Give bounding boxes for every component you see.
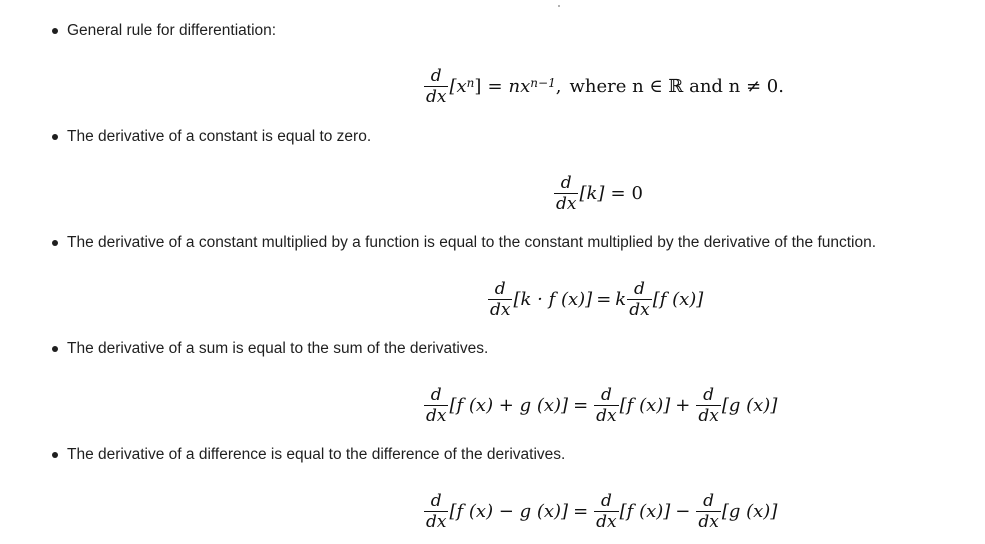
formula-difference-rule: [423, 491, 777, 532]
formula-rhs-second: [g (x)]: [721, 395, 778, 416]
formula-sum-rule: [423, 385, 777, 426]
formula-rhs-exponent: n−1: [530, 75, 556, 90]
formula-lhs-close: ]: [474, 76, 482, 97]
derivative-fraction: $\frac{d}{dx}$: [698, 385, 719, 426]
formula-rhs-first: [f (x)]: [619, 395, 671, 416]
formula-lhs: [x: [449, 76, 467, 97]
bullet-icon: [52, 28, 58, 34]
formula-lhs: [f (x) + g (x)]: [449, 395, 569, 416]
bullet-icon: [52, 346, 58, 352]
formula-power-rule: [423, 66, 784, 107]
derivative-fraction: $\frac{d}{dx}$: [426, 385, 447, 426]
formula-where-clause: where n ∈ ℝ and n ≠ 0.: [569, 76, 784, 97]
rule-text: The derivative of a difference is equal to the difference of the derivatives.: [67, 446, 566, 463]
equals-sign: =: [596, 289, 612, 310]
formula-rhs-first: [f (x)]: [619, 501, 671, 522]
plus-sign: +: [675, 395, 691, 416]
bullet-icon: [52, 240, 58, 246]
equals-sign: =: [573, 501, 589, 522]
minus-sign: −: [675, 501, 691, 522]
derivative-fraction: $\frac{d}{dx}$: [596, 491, 617, 532]
equals-sign: =: [610, 183, 626, 204]
rule-item-difference: [52, 446, 565, 464]
derivative-fraction: $\frac{d}{dx}$: [490, 279, 511, 320]
stray-dot: [558, 5, 560, 7]
rule-text: The derivative of a constant multiplied by a function is equal to the constant multiplied by the derivative of the function.: [67, 234, 877, 251]
formula-rhs: nx: [508, 76, 531, 97]
formula-constant-rule: [553, 173, 643, 214]
formula-lhs: [k]: [579, 183, 605, 204]
rule-item-constant: [52, 128, 371, 146]
bullet-icon: [52, 452, 58, 458]
derivative-fraction: $\frac{d}{dx}$: [556, 173, 577, 214]
rule-text: The derivative of a constant is equal to zero.: [67, 128, 372, 145]
equals-sign: =: [487, 76, 503, 97]
formula-rhs: [f (x)]: [652, 289, 704, 310]
formula-rhs-second: [g (x)]: [721, 501, 778, 522]
formula-lhs-exponent: n: [466, 75, 475, 90]
formula-constant-k: k: [615, 289, 627, 310]
derivative-fraction: $\frac{d}{dx}$: [426, 491, 447, 532]
equals-sign: =: [573, 395, 589, 416]
rule-text: The derivative of a sum is equal to the sum of the derivatives.: [67, 340, 489, 357]
rule-text: General rule for differentiation:: [67, 22, 277, 39]
derivative-fraction: $\frac{d}{dx}$: [629, 279, 650, 320]
derivative-fraction: $\frac{d}{dx}$: [596, 385, 617, 426]
bullet-icon: [52, 134, 58, 140]
derivative-fraction: $\frac{d}{dx}$: [698, 491, 719, 532]
formula-lhs: [f (x) − g (x)]: [449, 501, 569, 522]
rule-item-general: [52, 22, 276, 40]
rule-item-constant-multiple: [52, 234, 876, 252]
rule-item-sum: [52, 340, 488, 358]
formula-comma: ,: [555, 76, 562, 97]
formula-constant-multiple-rule: [487, 279, 703, 320]
formula-rhs: 0: [631, 183, 643, 204]
formula-lhs: [k · f (x)]: [513, 289, 593, 310]
derivative-fraction: $\frac{d}{dx}$: [426, 66, 447, 107]
